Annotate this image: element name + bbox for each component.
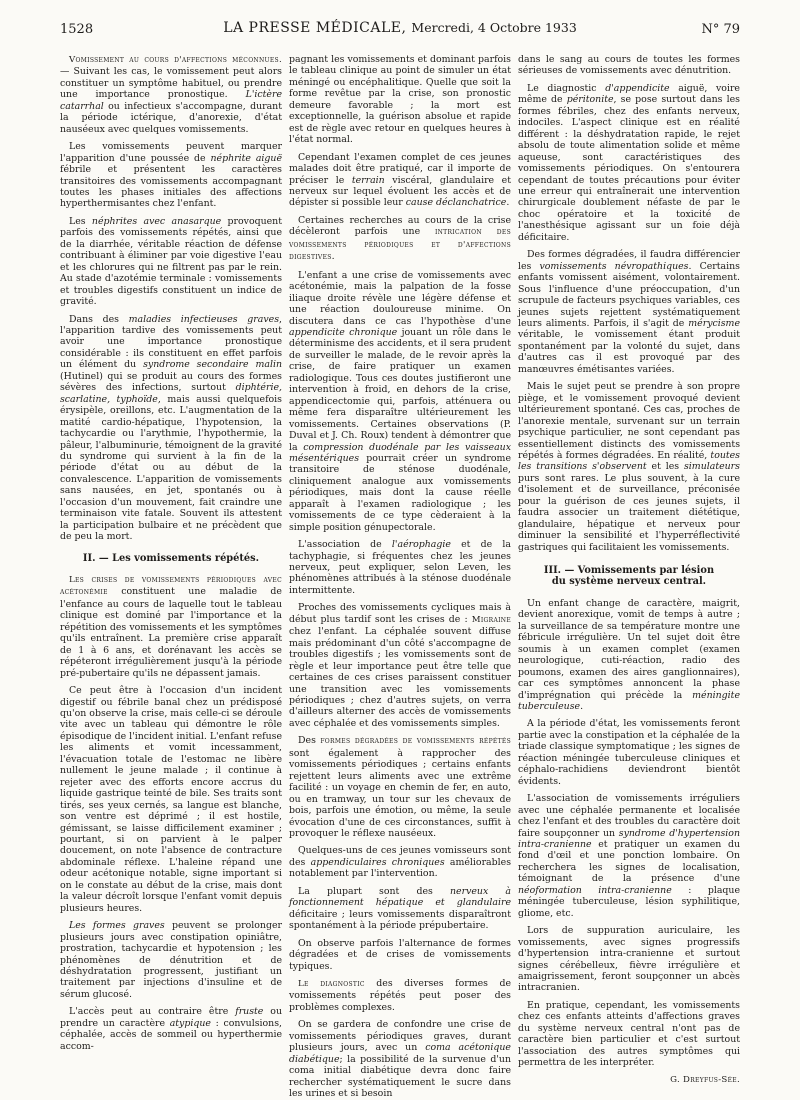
- paragraph: Ce peut être à l'occasion d'un incident digestif ou fébrile banal chez un prédisposé qu'on observe la crise, mais celle-ci se déroule vite avec un tableau qui démontre le rôle épisodique de l'incident initial. L'enfant refuse les aliments et vomit incessamment, l'évacuation totale de l'estomac ne libère nullement le jeune malade ; il continue à rejeter avec des efforts encore accrus du liquide gastrique teinté de bile. Ses traits sont tirés, ses yeux cernés, sa langue est blanche, son ventre est déprimé ; il est hostile, gémissant, se laisse difficilement examiner ; pourtant, si on parvient à le palper doucement, on note l'absence de contracture abdominale réflexe. L'haleine répand une odeur acétonique notable, signe important si on le constate au début de la crise, mais dont la valeur décroît lorsque l'enfant vomit depuis plusieurs heures.: [60, 685, 282, 914]
- article-body: [60, 54, 741, 1100]
- journal-title: LA PRESSE MÉDICALE,: [223, 20, 407, 36]
- paragraph: L'association de l'aérophagie et de la tachyphagie, si fréquentes chez les jeunes nerveux, peut expliquer, selon Leven, les phénomènes attribués à la sténose duodénale intermittente.: [289, 539, 511, 596]
- paragraph: Les néphrites avec anasarque provoquent parfois des vomissements répétés, ainsi que de la diarrhée, véritable réaction de défense contribuant à éliminer par voie digestive l'eau et les chlorures qui ne filtrent pas par le rein. Au stade d'azotémie terminale : vomissements et troubles digestifs constituent un indice de gravité.: [60, 215, 282, 308]
- paragraph: Lors de suppuration auriculaire, les vomissements, avec signes progressifs d'hypertension intra-cranienne et surtout signes cérébelleux, fièvre irrégulière et amaigrissement, feront soupçonner un abcès intracranien.: [518, 925, 740, 994]
- paragraph: dans le sang au cours de toutes les formes sérieuses de vomissements avec dénutrition.: [518, 54, 740, 77]
- issue-number: N° 79: [701, 22, 740, 37]
- paragraph: Certaines recherches au cours de la crise décèleront parfois une intrication des vomissements périodiques et d'affections digestives.: [289, 214, 511, 263]
- paragraph: Le diagnostic des diverses formes de vomissements répétés peut poser des problèmes complexes.: [289, 977, 511, 1013]
- paragraph: Un enfant change de caractère, maigrit, devient anorexique, vomit de temps à autre ; la surveillance de sa température montre une fébricule irrégulière. Un tel sujet doit être soumis à un examen complet (examen neurologique, cuti-réaction, radio des poumons, examen des aires ganglionnaires), car ces symptômes annoncent la phase d'imprégnation qui précède la méningite tuberculeuse.: [518, 597, 740, 713]
- paragraph: Proches des vomissements cycliques mais à début plus tardif sont les crises de : Migraine chez l'enfant. La céphalée souvent diffuse mais prédominant d'un côté s'accompagne de troubles digestifs ; les vomissements sont de règle et leur importance peut être telle que certaines de ces crises paraissent constituer une transition avec les vomissements périodiques ; chez d'autres sujets, on verra d'ailleurs alterner des accès de vomissements avec céphalée et des vomissements simples.: [289, 602, 511, 729]
- section-heading: III. — Vomissements par lésion du système nerveux central.: [543, 565, 715, 588]
- issue-date: Mercredi, 4 Octobre 1933: [411, 20, 577, 35]
- paragraph: Le diagnostic d'appendicite aiguë, voire même de péritonite, se pose surtout dans les formes fébriles, chez des enfants nerveux, indociles. L'aspect clinique est en réalité différent : la déshydratation rapide, le rejet absolu de toute alimentation solide et même aqueuse, sont caractéristiques des vomissements périodiques. On s'entourera cependant de toutes précautions pour éviter une erreur qui entraînerait une intervention chirurgicale doublement néfaste de par le choc opératoire et la toxicité de l'anesthésique agissant sur un foie déjà déficitaire.: [518, 82, 740, 243]
- paragraph: Cependant l'examen complet de ces jeunes malades doit être pratiqué, car il importe de préciser le terrain viscéral, glandulaire et nerveux sur lequel évoluent les accès et de dépister si possible leur cause déclanchatrice.: [289, 151, 511, 209]
- paragraph: Dans des maladies infectieuses graves, l'apparition tardive des vomissements peut avoir une importance pronostique considérable : ils constituent en effet parfois un élément du syndrome secondaire malin (Hutinel) qui se produit au cours des formes sévères des infections, surtout diphtérie, scarlatine, typhoïde, mais aussi quelquefois érysipèle, oreillons, etc. L'augmentation de la matité cardio-hépatique, l'hypotension, la tachycardie ou l'arythmie, l'hypothermie, la pâleur, l'albuminurie, témoignent de la gravité du syndrome qui survient à la fin de la période d'état ou au début de la convalescence. L'apparition de vomissements sans nausées, en jet, spontanés ou à l'occasion d'un mouvement, fait craindre une terminaison vite fatale. Souvent ils attestent la participation bulbaire et ne précèdent que de peu la mort.: [60, 313, 282, 543]
- paragraph: Des formes dégradées, il faudra différencier les vomissements névropathiques. Certains enfants vomissent aisément, volontairement. Sous l'influence d'une préoccupation, d'un scrupule de facteurs psychiques variables, ces jeunes sujets rejettent systématiquement leurs aliments. Parfois, il s'agit de mérycisme véritable, le vomissement étant produit spontanément par la volonté du sujet, dans d'autres cas il est provoqué par des manœuvres émétisantes variées.: [518, 249, 740, 375]
- paragraph: Les vomissements peuvent marquer l'apparition d'une poussée de néphrite aiguë fébrile et présentent les caractères transitoires des vomissements accompagnant toutes les phases initiales des affections hyperthermisantes chez l'enfant.: [60, 141, 282, 210]
- paragraph: Les crises de vomissements périodiques avec acétonémie constituent une maladie de l'enfance au cours de laquelle tout le tableau clinique est dominé par l'importance et la répétition des vomissements et les symptômes qu'ils entraînent. La première crise apparaît de 1 à 6 ans, et dorénavant les accès se répéteront irrégulièrement jusqu'à la période pré-pubertaire qu'ils ne dépassent jamais.: [60, 575, 282, 679]
- paragraph: On observe parfois l'alternance de formes dégradées et de crises de vomissements typiques.: [289, 937, 511, 972]
- paragraph: L'accès peut au contraire être fruste ou prendre un caractère atypique : convulsions, céphalée, accès de sommeil ou hyperthermie accom-: [60, 1006, 283, 1052]
- paragraph: La plupart sont des nerveux à fonctionnement hépatique et glandulaire déficitaire ; leurs vomissements disparaîtront spontanément à la période prépubertaire.: [289, 885, 511, 932]
- column-3: [518, 54, 741, 1085]
- paragraph: Les formes graves peuvent se prolonger plusieurs jours avec constipation opiniâtre, prostration, tachycardie et hypotension ; les phénomènes de dénutrition et de déshydratation progressent, justifiant un traitement par injections d'insuline et de sérum glucosé.: [60, 920, 282, 1000]
- paragraph: Quelques-uns de ces jeunes vomisseurs sont des appendiculaires chroniques améliorables notablement par l'intervention.: [289, 845, 511, 880]
- author-signature: G. Dreyfus-Sée.: [670, 1074, 740, 1085]
- column-1: [60, 54, 282, 1074]
- run-in-heading: Vomissement au cours d'affections méconnues.: [69, 55, 282, 65]
- paragraph: En pratique, cependant, les vomissements chez ces enfants atteints d'affections graves du système nerveux central n'ont pas de caractère bien particulier et c'est surtout l'association des autres symptômes qui permettra de les interpréter.: [518, 999, 740, 1069]
- masthead: [60, 20, 740, 36]
- page-header: [60, 20, 740, 44]
- paragraph: pagnant les vomissements et dominant parfois le tableau clinique au point de simuler un état méningé ou encéphalitique. Quelle que soit la forme revêtue par la crise, son pronostic demeure favorable ; la mort est exceptionnelle, la guérison absolue et rapide est de règle avec retour en quelques heures à l'état normal.: [289, 54, 511, 146]
- paragraph: A la période d'état, les vomissements feront partie avec la constipation et la céphalée de la triade classique symptomatique ; les signes de réaction méningée tuberculeuse cliniques et céphalo-rachidiens deviendront bientôt évidents.: [518, 718, 740, 787]
- paragraph: Vomissement au cours d'affections méconnues. — Suivant les cas, le vomissement peut alors constituer un symptôme habituel, ou prendre une importance pronostique. L'ictère catarrhal ou infectieux s'accompagne, durant la période ictérique, d'anorexie, d'état nauséeux avec quelques vomissements.: [60, 55, 282, 135]
- paragraph: Mais le sujet peut se prendre à son propre piège, et le vomissement provoqué devient ultérieurement spontané. Ces cas, proches de l'anorexie mentale, survenant sur un terrain psychique particulier, ne sont cependant pas essentiellement distincts des vomissements répétés à formes dégradées. En réalité, toutes les transitions s'observent et les simulateurs purs sont rares. Le plus souvent, à la cure d'isolement et de surveillance, préconisée pour la guérison de ces jeunes sujets, il faudra associer un traitement diététique, glandulaire, hépatique et nerveux pour diminuer la sensibilité et l'hyperréflectivité gastriques qui facilitaient les vomissements.: [518, 381, 740, 553]
- section-heading: II. — Les vomissements répétés.: [82, 552, 260, 564]
- paragraph: Des formes dégradées de vomissements répétés sont également à rapprocher des vomissements périodiques ; certains enfants rejettent leurs aliments avec une extrême facilité : un voyage en chemin de fer, en auto, ou en tramway, un tour sur les chevaux de bois, parfois une émotion, ou même, la seule évocation d'une de ces circonstances, suffit à provoquer le réflexe nauséeux.: [289, 735, 511, 839]
- paragraph: L'association de vomissements irréguliers avec une céphalée permanente et localisée chez l'enfant et des troubles du caractère doit faire soupçonner un syndrome d'hypertension intra-cranienne et pratiquer un examen du fond d'œil et une ponction lombaire. On recherchera les signes de localisation, témoignant de la présence d'une néoformation intra-cranienne : plaque méningée tuberculeuse, lésion syphilitique, gliome, etc.: [518, 793, 741, 919]
- page-number: 1528: [60, 22, 94, 37]
- paragraph: L'enfant a une crise de vomissements avec acétonémie, mais la palpation de la fosse iliaque droite révèle une légère défense et une réaction douloureuse minime. On discutera dans ce cas l'hypothèse d'une appendicite chronique jouant un rôle dans le déterminisme des accidents, et il sera prudent de surveiller le malade, de le revoir après la crise, de faire pratiquer un examen radiologique. Tous ces doutes justifieront une intervention à froid, en dehors de la crise, appendicectomie qui, parfois, atténuera ou même fera disparaître ultérieurement les vomissements. Certaines observations (P. Duval et J. Ch. Roux) tendent à démontrer que la compression duodénale par les vaisseaux mésentériques pourrait créer un syndrome transitoire de sténose duodénale, cliniquement analogue aux vomissements périodiques, mais dont la cause réelle apparaît à l'examen radiologique ; les vomissements de ce type cèderaient à la simple position génupectorale.: [289, 269, 512, 533]
- paragraph: On se gardera de confondre une crise de vomissements périodiques graves, durant plusieurs jours, avec un coma acétonique diabétique; la possibilité de la survenue d'un coma initial diabétique devra donc faire rechercher systématiquement le sucre dans les urines et si besoin: [289, 1019, 511, 1100]
- column-2: [289, 54, 512, 1100]
